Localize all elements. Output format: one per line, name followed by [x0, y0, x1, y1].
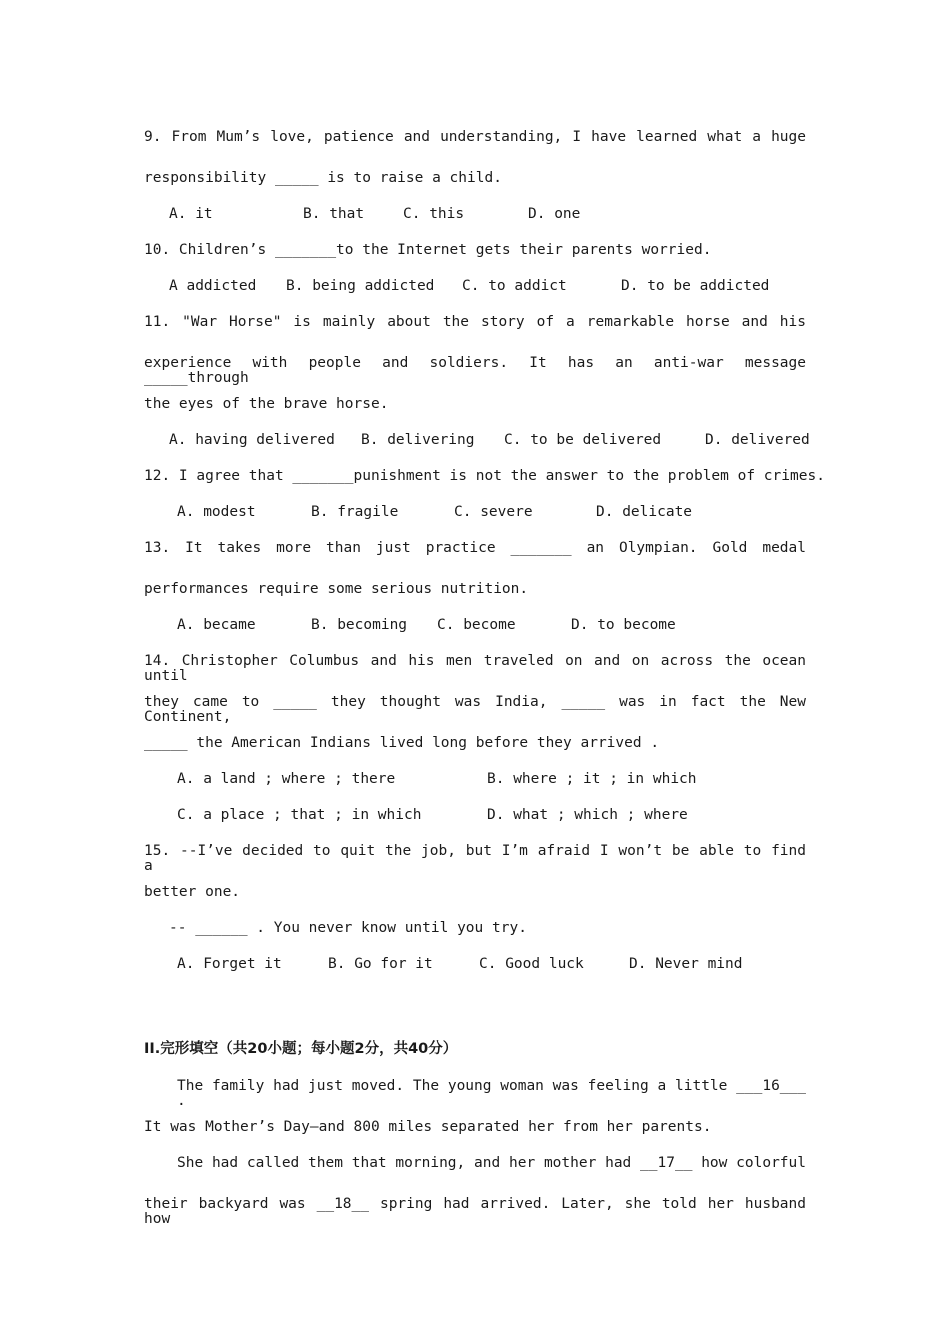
- section-heading: II.完形填空（共20小题；每小题2分，共40分）: [144, 1041, 458, 1057]
- q9-stem-line1: 9. From Mum’s love, patience and understanding, I have learned what a huge: [144, 129, 806, 145]
- q9-stem-line2: responsibility _____ is to raise a child.: [144, 170, 502, 186]
- passage-line3: She had called them that morning, and her mother had __17__ how colorful: [177, 1155, 806, 1171]
- q10-stem: 10. Children’s _______to the Internet gets their parents worried.: [144, 242, 712, 258]
- q9-option-a: A. it: [169, 206, 213, 222]
- q11-stem-line2: experience with people and soldiers. It has an anti-war message _____through: [144, 355, 806, 386]
- q10-option-c: C. to addict: [462, 278, 567, 294]
- q9-option-c: C. this: [403, 206, 465, 222]
- q11-option-d: D. delivered: [705, 432, 810, 448]
- q12-option-d: D. delicate: [596, 504, 693, 520]
- q14-option-d: D. what ; which ; where: [487, 807, 688, 823]
- q14-option-b: B. where ; it ; in which: [487, 771, 697, 787]
- q15-stem-line1: 15. --I’ve decided to quit the job, but I’m afraid I won’t be able to find a: [144, 843, 806, 874]
- passage-line1: The family had just moved. The young woman was feeling a little ___16___ .: [177, 1078, 806, 1109]
- q12-option-a: A. modest: [177, 504, 256, 520]
- q15-response: -- ______ . You never know until you try.: [169, 920, 527, 936]
- q12-stem: 12. I agree that _______punishment is not the answer to the problem of crimes.: [144, 468, 825, 484]
- q15-option-d: D. Never mind: [629, 956, 743, 972]
- q14-option-a: A. a land ; where ; there: [177, 771, 396, 787]
- q11-stem-line3: the eyes of the brave horse.: [144, 396, 389, 412]
- q11-option-c: C. to be delivered: [504, 432, 662, 448]
- q11-option-b: B. delivering: [361, 432, 475, 448]
- q12-option-c: C. severe: [454, 504, 533, 520]
- q10-option-b: B. being addicted: [286, 278, 435, 294]
- q13-stem-line2: performances require some serious nutrition.: [144, 581, 529, 597]
- q12-option-b: B. fragile: [311, 504, 399, 520]
- q15-option-a: A. Forget it: [177, 956, 282, 972]
- q10-option-a: A addicted: [169, 278, 257, 294]
- q13-option-d: D. to become: [571, 617, 676, 633]
- q10-option-d: D. to be addicted: [621, 278, 770, 294]
- q13-option-a: A. became: [177, 617, 256, 633]
- q14-option-c: C. a place ; that ; in which: [177, 807, 422, 823]
- q13-option-c: C. become: [437, 617, 516, 633]
- q14-stem-line3: _____ the American Indians lived long before they arrived .: [144, 735, 660, 751]
- q9-option-d: D. one: [528, 206, 581, 222]
- q11-stem-line1: 11. "War Horse" is mainly about the story of a remarkable horse and his: [144, 314, 806, 330]
- passage-line2: It was Mother’s Day—and 800 miles separated her from her parents.: [144, 1119, 712, 1135]
- q15-option-b: B. Go for it: [328, 956, 433, 972]
- q11-option-a: A. having delivered: [169, 432, 335, 448]
- q9-option-b: B. that: [303, 206, 365, 222]
- q13-option-b: B. becoming: [311, 617, 408, 633]
- q13-stem-line1: 13. It takes more than just practice _______ an Olympian. Gold medal: [144, 540, 806, 556]
- passage-line4: their backyard was __18__ spring had arrived. Later, she told her husband how: [144, 1196, 806, 1227]
- q14-stem-line1: 14. Christopher Columbus and his men traveled on and on across the ocean until: [144, 653, 806, 684]
- q15-option-c: C. Good luck: [479, 956, 584, 972]
- q15-stem-line2: better one.: [144, 884, 241, 900]
- q14-stem-line2: they came to _____ they thought was India, _____ was in fact the New Continent,: [144, 694, 806, 725]
